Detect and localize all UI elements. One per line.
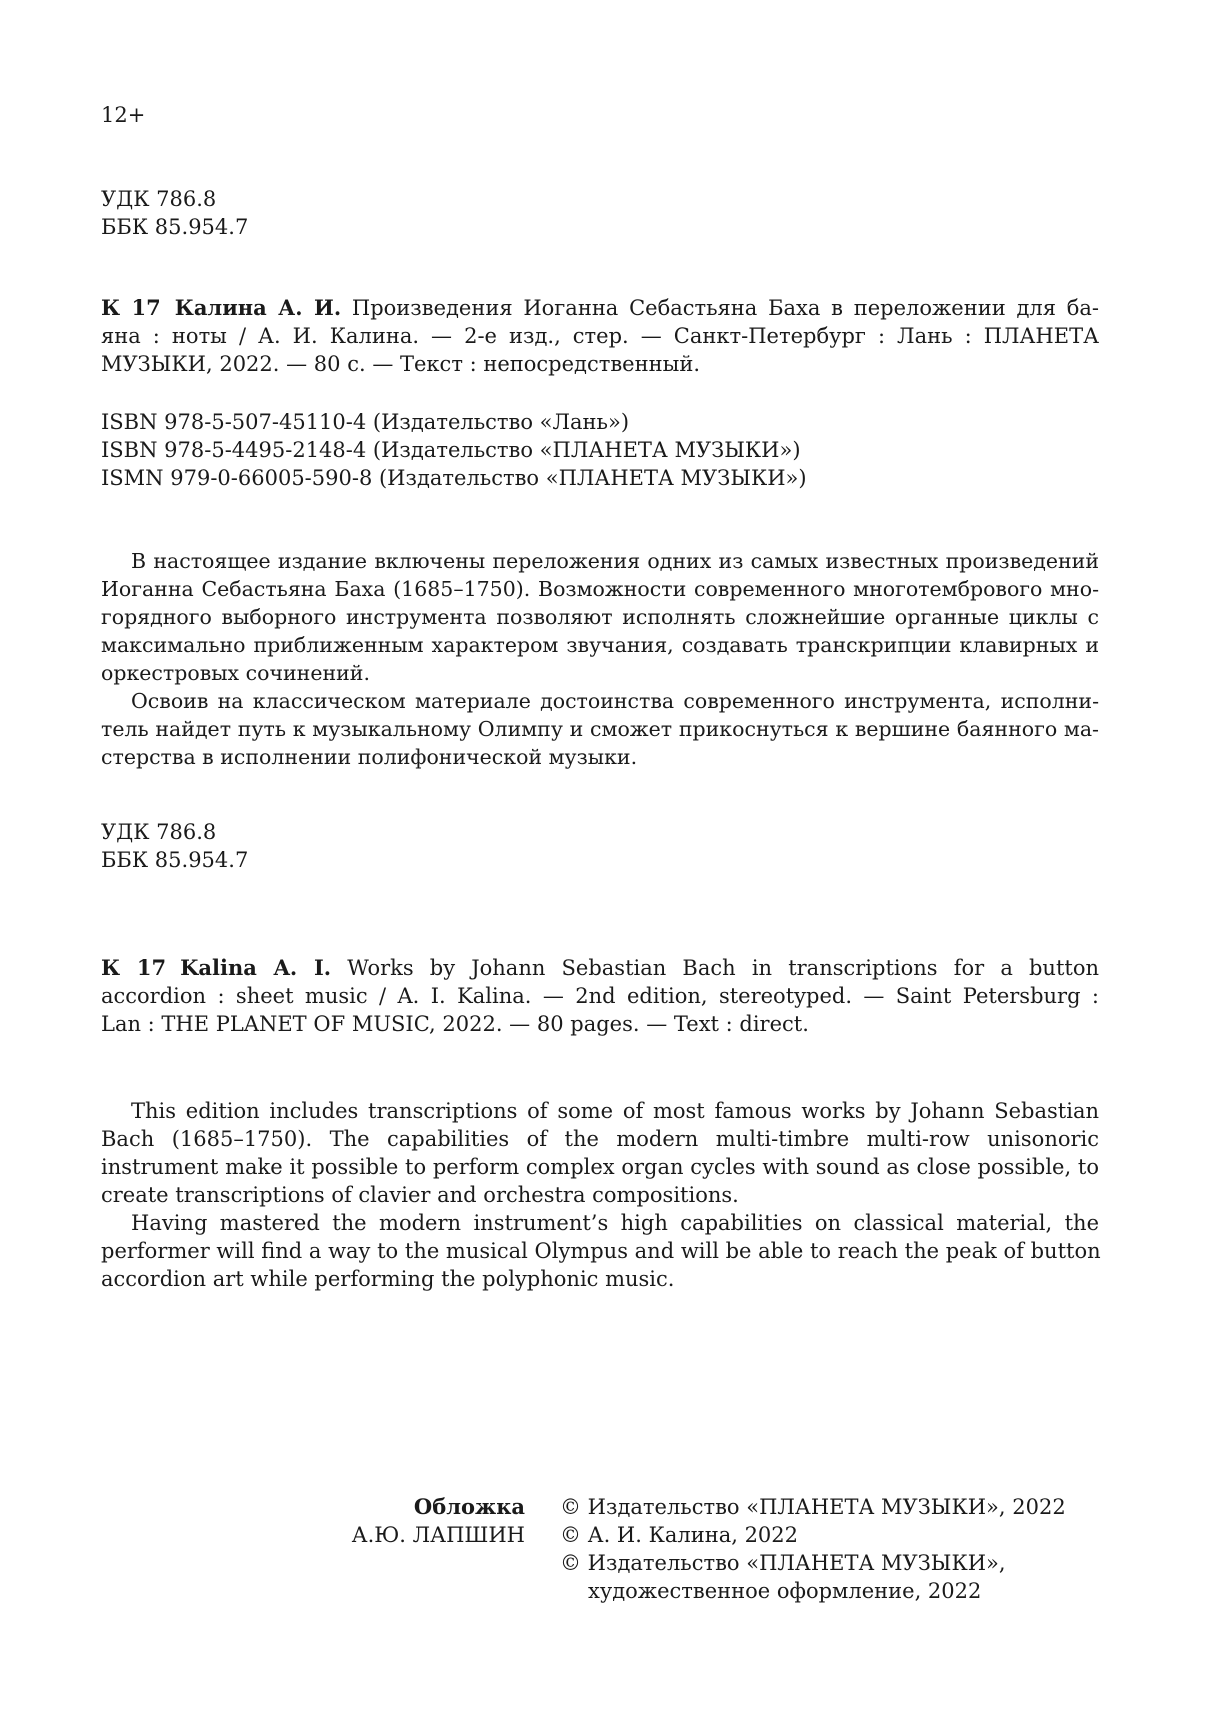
author-mark: К 17	[101, 295, 161, 320]
bibliographic-record-ru	[101, 294, 1099, 378]
abstract-en-line: performer will find a way to the musical Olympus and will be able to reach the peak of button	[101, 1239, 1101, 1263]
abstract-en-line: Bach (1685–1750). The capabilities of the modern multi-timbre multi-row unisonoric	[101, 1127, 1099, 1151]
copyright-block	[560, 1493, 1120, 1605]
abstract-ru-line: оркестровых сочинений.	[101, 661, 370, 685]
bib-en-line-3: Lan : THE PLANET OF MUSIC, 2022. — 80 pages. — Text : direct.	[101, 1012, 809, 1036]
age-rating-text: 12+	[101, 103, 146, 127]
ismn-line: ISMN 979-0-66005-590-8 (Издательство «ПЛАНЕТА МУЗЫКИ»)	[101, 466, 807, 490]
udk-code: УДК 786.8	[101, 187, 217, 211]
cover-artist: А.Ю. ЛАПШИН	[351, 1523, 525, 1547]
abstract-en-line: Having mastered the modern instrument’s high capabilities on classical material, the	[131, 1211, 1099, 1235]
copyright-line: © Издательство «ПЛАНЕТА МУЗЫКИ»,	[560, 1551, 1006, 1575]
abstract-en-line: create transcriptions of clavier and orchestra compositions.	[101, 1183, 739, 1207]
bib-en-line-2: accordion : sheet music / A. I. Kalina. — 2nd edition, stereotyped. — Saint Petersburg :	[101, 984, 1099, 1008]
abstract-ru-line: стерства в исполнении полифонической музыки.	[101, 745, 638, 769]
abstract-en	[101, 1097, 1099, 1293]
abstract-en-line: accordion art while performing the polyphonic music.	[101, 1267, 675, 1291]
bib-ru-line-3: МУЗЫКИ, 2022. — 80 с. — Текст : непосредственный.	[101, 352, 700, 376]
bbk-code: ББК 85.954.7	[101, 848, 249, 872]
bib-en-line-1	[101, 954, 1099, 982]
isbn-line: ISBN 978-5-507-45110-4 (Издательство «Лань»)	[101, 410, 630, 434]
cover-label: Обложка	[413, 1494, 525, 1519]
abstract-ru-line: Иоганна Себастьяна Баха (1685–1750). Возможности современного многотембрового мно-	[101, 577, 1099, 601]
bib-ru-line-1	[101, 294, 1099, 322]
bib-en-title: Works by Johann Sebastian Bach in transcriptions for a button	[347, 956, 1099, 980]
author-mark: К 17	[101, 955, 167, 980]
author-name: Калина А. И.	[174, 295, 342, 320]
abstract-ru-line: горядного выборного инструмента позволяют исполнять сложнейшие органные циклы с	[101, 605, 1099, 629]
copyright-line: © А. И. Калина, 2022	[560, 1523, 799, 1547]
bbk-code: ББК 85.954.7	[101, 215, 249, 239]
author-name: Kalina A. I.	[180, 955, 332, 980]
abstract-ru	[101, 547, 1099, 771]
abstract-ru-line: Освоив на классическом материале достоинства современного инструмента, исполни-	[131, 689, 1099, 713]
abstract-en-line: This edition includes transcriptions of some of most famous works by Johann Sebastian	[131, 1099, 1099, 1123]
bib-ru-line-2: яна : ноты / А. И. Калина. — 2-е изд., стер. — Санкт-Петербург : Лань : ПЛАНЕТА	[101, 324, 1099, 348]
bibliographic-record-en	[101, 954, 1099, 1038]
copyright-line: художественное оформление, 2022	[588, 1579, 982, 1603]
abstract-ru-line: максимально приближенным характером звучания, создавать транскрипции клавирных и	[101, 633, 1099, 657]
isbn-line: ISBN 978-5-4495-2148-4 (Издательство «ПЛАНЕТА МУЗЫКИ»)	[101, 438, 801, 462]
abstract-ru-line: В настоящее издание включены переложения одних из самых известных произведений	[131, 549, 1099, 573]
classification-codes-en	[101, 818, 1099, 874]
cover-credit	[320, 1493, 525, 1549]
age-rating	[101, 101, 1099, 129]
bib-ru-title: Произведения Иоганна Себастьяна Баха в переложении для ба-	[351, 296, 1099, 320]
isbn-list	[101, 408, 1099, 492]
classification-codes-ru	[101, 185, 1099, 241]
abstract-en-line: instrument make it possible to perform complex organ cycles with sound as close possible, to	[101, 1155, 1099, 1179]
udk-code: УДК 786.8	[101, 820, 217, 844]
copyright-line: © Издательство «ПЛАНЕТА МУЗЫКИ», 2022	[560, 1495, 1066, 1519]
abstract-ru-line: тель найдет путь к музыкальному Олимпу и сможет прикоснуться к вершине баянного ма-	[101, 717, 1099, 741]
